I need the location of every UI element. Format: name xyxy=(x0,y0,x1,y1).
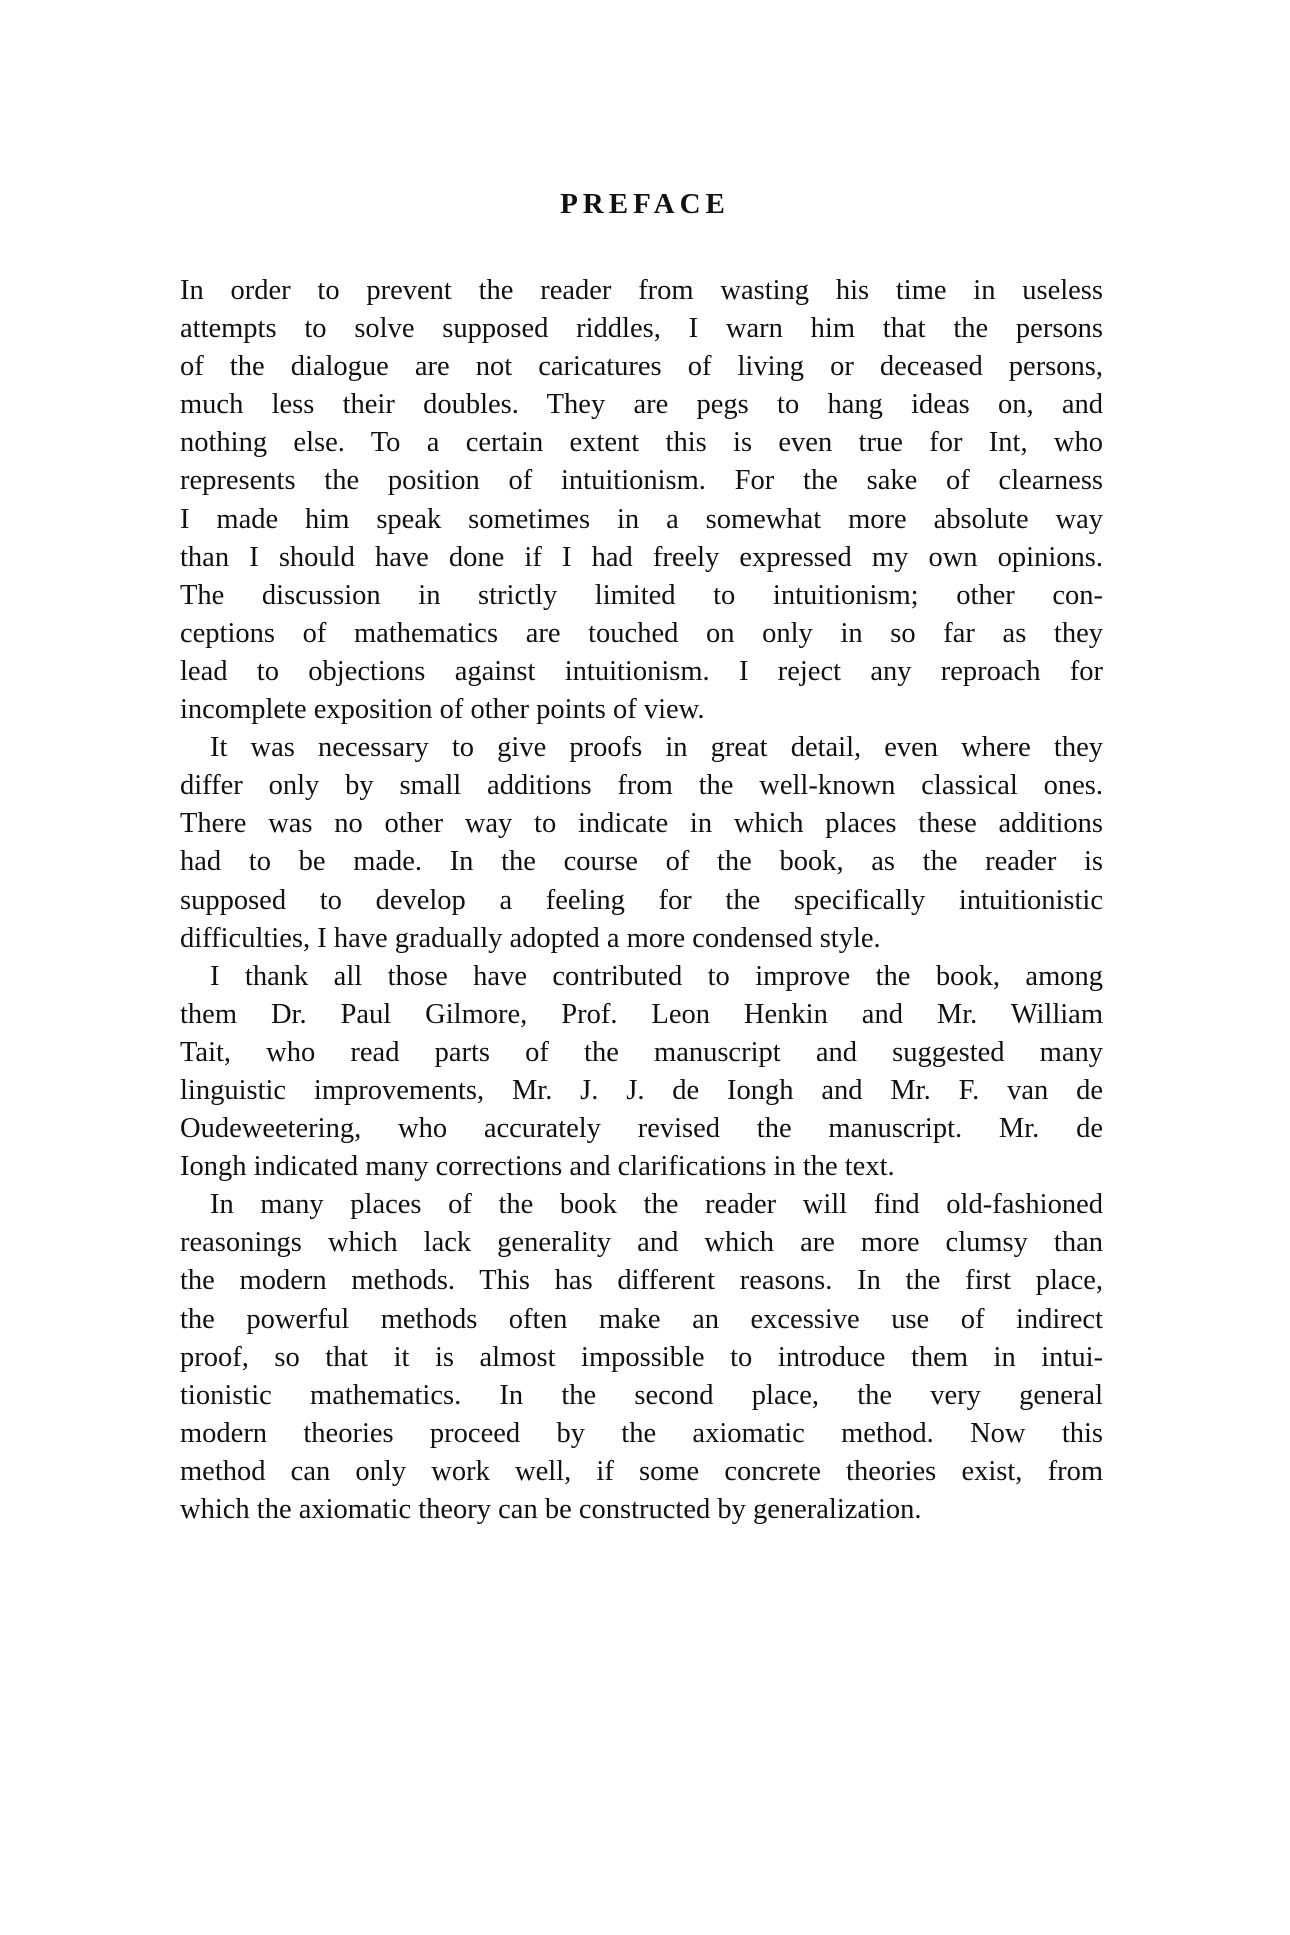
paragraph xyxy=(180,272,1103,729)
text-line: difficulties, I have gradually adopted a more condensed style. xyxy=(180,922,881,954)
text-line: differ only by small additions from the well-known classical ones. xyxy=(180,770,1103,802)
text-line: In order to prevent the reader from wasting his time in useless xyxy=(180,275,1103,306)
text-line: had to be made. In the course of the book, as the reader is xyxy=(180,846,1103,878)
text-line: which the axiomatic theory can be constructed by generalization. xyxy=(180,1494,922,1525)
text-line: the powerful methods often make an excessive use of indirect xyxy=(180,1303,1103,1335)
text-line: Oudeweetering, who accurately revised the manuscript. Mr. de xyxy=(180,1113,1103,1145)
text-line: much less their doubles. They are pegs to hang ideas on, and xyxy=(180,389,1103,421)
text-line: the modern methods. This has different reasons. In the first place, xyxy=(180,1265,1103,1297)
text-line: I thank all those have contributed to improve the book, among xyxy=(210,960,1103,992)
text-line: modern theories proceed by the axiomatic method. Now this xyxy=(180,1417,1103,1449)
text-line: reasonings which lack generality and which are more clumsy than xyxy=(180,1227,1103,1259)
text-line: In many places of the book the reader will find old-fashioned xyxy=(210,1189,1103,1221)
text-line: Tait, who read parts of the manuscript and suggested many xyxy=(180,1036,1103,1068)
preface-body xyxy=(180,272,1103,1529)
text-line: ceptions of mathematics are touched on only in so far as they xyxy=(180,617,1103,649)
paragraph xyxy=(180,958,1103,1187)
text-line: I made him speak sometimes in a somewhat more absolute way xyxy=(180,503,1103,535)
page-title: PREFACE xyxy=(560,188,730,220)
text-line: incomplete exposition of other points of view. xyxy=(180,694,705,726)
paragraph xyxy=(180,729,1103,958)
text-line: There was no other way to indicate in which places these additions xyxy=(180,808,1103,840)
text-line: Iongh indicated many corrections and clarifications in the text. xyxy=(180,1151,895,1183)
text-line: attempts to solve supposed riddles, I warn him that the persons xyxy=(180,313,1103,345)
text-line: method can only work well, if some concrete theories exist, from xyxy=(180,1455,1103,1487)
text-line: proof, so that it is almost impossible to introduce them in intui- xyxy=(180,1341,1103,1373)
paragraph xyxy=(180,1186,1103,1529)
text-line: supposed to develop a feeling for the specifically intuitionistic xyxy=(180,884,1103,916)
text-line: them Dr. Paul Gilmore, Prof. Leon Henkin and Mr. William xyxy=(180,998,1103,1030)
text-line: The discussion in strictly limited to intuitionism; other con- xyxy=(180,579,1103,611)
text-line: than I should have done if I had freely expressed my own opinions. xyxy=(180,541,1103,573)
text-line: lead to objections against intuitionism. I reject any reproach for xyxy=(180,655,1103,687)
text-line: tionistic mathematics. In the second place, the very general xyxy=(180,1379,1103,1411)
text-line: nothing else. To a certain extent this is even true for Int, who xyxy=(180,427,1103,459)
text-line: represents the position of intuitionism. For the sake of clearness xyxy=(180,465,1103,497)
text-line: It was necessary to give proofs in great detail, even where they xyxy=(210,732,1103,764)
text-line: of the dialogue are not caricatures of living or deceased persons, xyxy=(180,351,1103,383)
text-line: linguistic improvements, Mr. J. J. de Iongh and Mr. F. van de xyxy=(180,1074,1103,1106)
